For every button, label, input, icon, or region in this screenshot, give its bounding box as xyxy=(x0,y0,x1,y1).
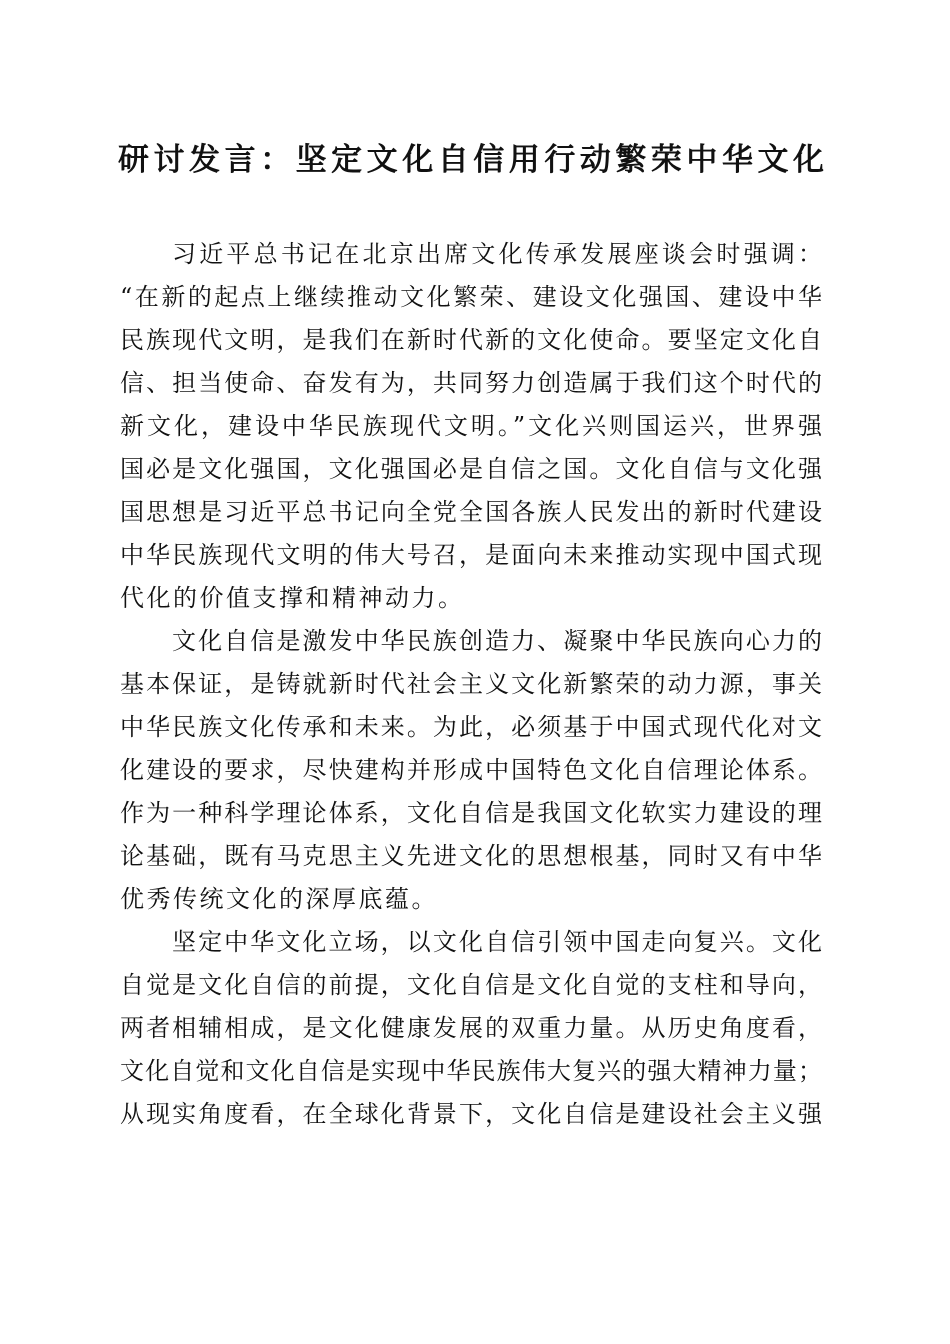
text-line: 坚定中华文化立场，以文化自信引领中国走向复兴。文化 xyxy=(172,928,822,956)
text-line: 作为一种科学理论体系，文化自信是我国文化软实力建设的理 xyxy=(120,799,822,827)
paragraph xyxy=(120,921,822,1136)
text-line: 文化自觉和文化自信是实现中华民族伟大复兴的强大精神力量； xyxy=(120,1057,822,1085)
text-line: 两者相辅相成，是文化健康发展的双重力量。从历史角度看， xyxy=(120,1014,822,1042)
text-line: 自觉是文化自信的前提，文化自信是文化自觉的支柱和导向， xyxy=(120,971,822,999)
text-line: 从现实角度看，在全球化背景下，文化自信是建设社会主义强 xyxy=(120,1100,822,1128)
text-line: 国思想是习近平总书记向全党全国各族人民发出的新时代建设 xyxy=(120,498,822,526)
text-line: 文化自信是激发中华民族创造力、凝聚中华民族向心力的 xyxy=(172,627,822,655)
text-line: 新文化，建设中华民族现代文明。”文化兴则国运兴，世界强 xyxy=(120,412,822,440)
text-line: 习近平总书记在北京出席文化传承发展座谈会时强调： xyxy=(172,240,822,268)
text-line: 论基础，既有马克思主义先进文化的思想根基，同时又有中华 xyxy=(120,842,822,870)
text-line: “在新的起点上继续推动文化繁荣、建设文化强国、建设中华 xyxy=(120,283,822,311)
paragraph xyxy=(120,620,822,921)
text-line: 信、担当使命、奋发有为，共同努力创造属于我们这个时代的 xyxy=(120,369,822,397)
text-line: 优秀传统文化的深厚底蕴。 xyxy=(120,885,438,913)
text-line: 代化的价值支撑和精神动力。 xyxy=(120,584,465,612)
paragraph xyxy=(120,233,822,620)
text-line: 基本保证，是铸就新时代社会主义文化新繁荣的动力源，事关 xyxy=(120,670,822,698)
text-line: 中华民族文化传承和未来。为此，必须基于中国式现代化对文 xyxy=(120,713,822,741)
text-line: 中华民族现代文明的伟大号召，是面向未来推动实现中国式现 xyxy=(120,541,822,569)
text-line: 民族现代文明，是我们在新时代新的文化使命。要坚定文化自 xyxy=(120,326,822,354)
document-body xyxy=(120,233,822,1136)
text-line: 化建设的要求，尽快建构并形成中国特色文化自信理论体系。 xyxy=(120,756,822,784)
text-line: 国必是文化强国，文化强国必是自信之国。文化自信与文化强 xyxy=(120,455,822,483)
document-title: 研讨发言：坚定文化自信用行动繁荣中华文化 xyxy=(118,142,824,178)
